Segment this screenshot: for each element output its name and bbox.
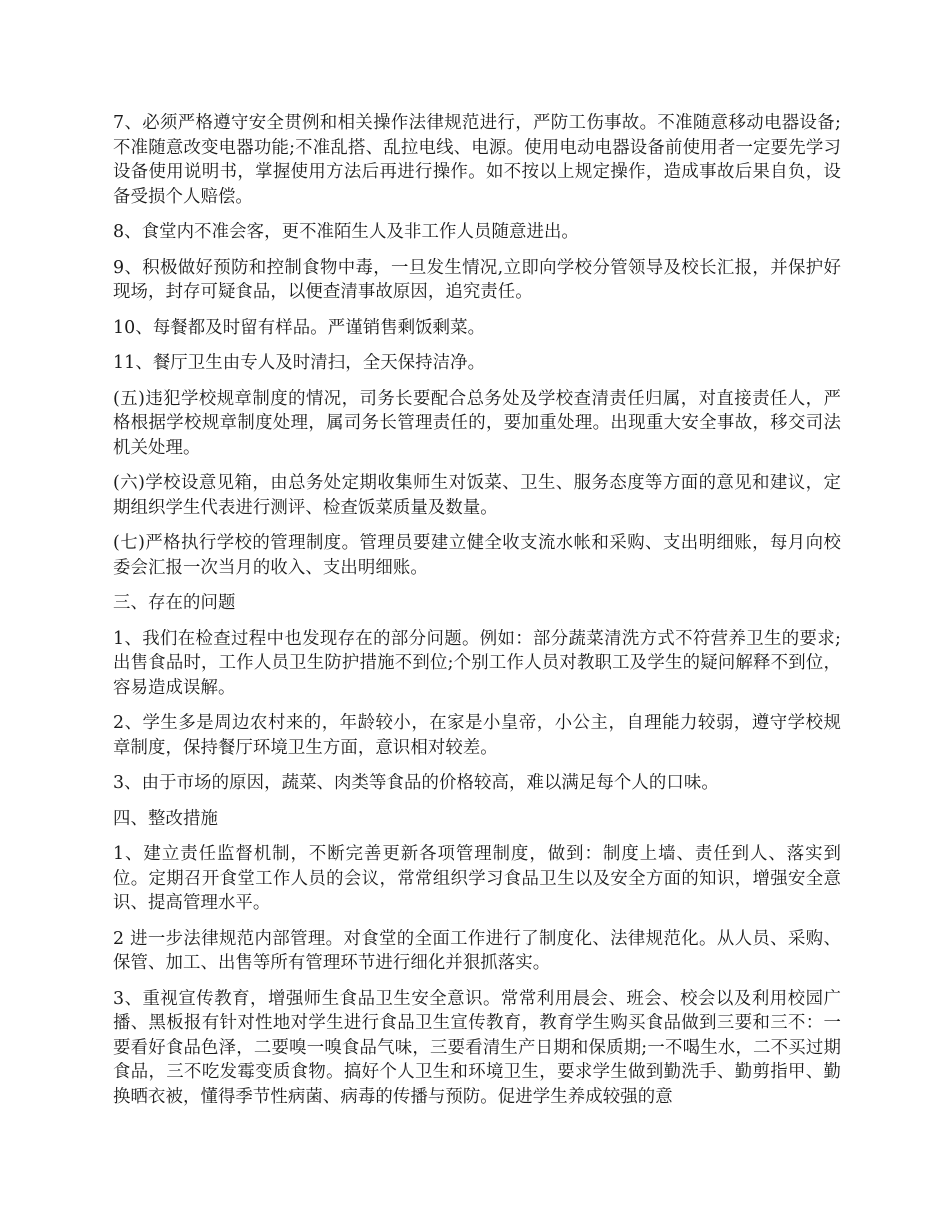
paragraph-section-5: (五)违犯学校规章制度的情况，司务长要配合总务处及学校查清责任归属，对直接责任人，严格根据学校规章制度处理，属司务长管理责任的，要加重处理。出现重大安全事故，移交司法机关处理。 (113, 388, 841, 458)
paragraph-section-7: (七)严格执行学校的管理制度。管理员要建立健全收支流水帐和采购、支出明细账，每月向校委会汇报一次当月的收入、支出明细账。 (113, 533, 841, 578)
paragraph-problem-2: 2、学生多是周边农村来的，年龄较小，在家是小皇帝，小公主，自理能力较弱，遵守学校规章制度，保持餐厅环境卫生方面，意识相对较差。 (113, 713, 841, 758)
paragraph-measure-1: 1、建立责任监督机制，不断完善更新各项管理制度，做到：制度上墙、责任到人、落实到位。定期召开食堂工作人员的会议，常常组织学习食品卫生以及安全方面的知识，增强安全意识、提高管理水平。 (113, 844, 841, 913)
section-heading-problems: 三、存在的问题 (113, 593, 236, 613)
document-body (113, 111, 841, 1120)
paragraph-rule-10: 10、每餐都及时留有样品。严谨销售剩饭剩菜。 (113, 317, 486, 338)
paragraph-measure-3: 3、重视宣传教育，增强师生食品卫生安全意识。常常利用晨会、班会、校会以及利用校园广播、黑板报有针对性地对学生进行食品卫生宣传教育，教育学生购买食品做到三要和三不：一要看好食品色泽，二要嗅一嗅食品气味，三要看清生产日期和保质期;一不喝生水，二不买过期食品，三不吃发霉变质食物。搞好个人卫生和环境卫生，要求学生做到勤洗手、勤剪指甲、勤换晒衣被，懂得季节性病菌、病毒的传播与预防。促进学生养成较强的意 (113, 988, 841, 1107)
paragraph-rule-7: 7、必须严格遵守安全贯例和相关操作法律规范进行，严防工伤事故。不准随意移动电器设备;不准随意改变电器功能;不准乱搭、乱拉电线、电源。使用电动电器设备前使用者一定要先学习设备使用说明书，掌握使用方法后再进行操作。如不按以上规定操作，造成事故后果自负，设备受损个人赔偿。 (113, 113, 841, 207)
section-heading-measures: 四、整改措施 (113, 808, 218, 829)
paragraph-problem-1: 1、我们在检查过程中也发现存在的部分问题。例如：部分蔬菜清洗方式不符营养卫生的要求;出售食品时，工作人员卫生防护措施不到位;个别工作人员对教职工及学生的疑问解释不到位，容易造成误解。 (113, 628, 841, 698)
paragraph-measure-2: 2 进一步法律规范内部管理。对食堂的全面工作进行了制度化、法律规范化。从人员、采购、保管、加工、出售等所有管理环节进行细化并狠抓落实。 (113, 928, 841, 973)
paragraph-problem-3: 3、由于市场的原因，蔬菜、肉类等食品的价格较高，难以满足每个人的口味。 (113, 773, 719, 793)
paragraph-rule-9: 9、积极做好预防和控制食物中毒，一旦发生情况,立即向学校分管领导及校长汇报，并保护好现场，封存可疑食品，以便查清事故原因，追究责任。 (113, 257, 841, 302)
paragraph-rule-11: 11、餐厅卫生由专人及时清扫，全天保持洁净。 (113, 353, 486, 373)
paragraph-rule-8: 8、食堂内不准会客，更不准陌生人及非工作人员随意进出。 (113, 222, 579, 242)
paragraph-section-6: (六)学校设意见箱，由总务处定期收集师生对饭菜、卫生、服务态度等方面的意见和建议，定期组织学生代表进行测评、检查饭菜质量及数量。 (113, 473, 841, 518)
